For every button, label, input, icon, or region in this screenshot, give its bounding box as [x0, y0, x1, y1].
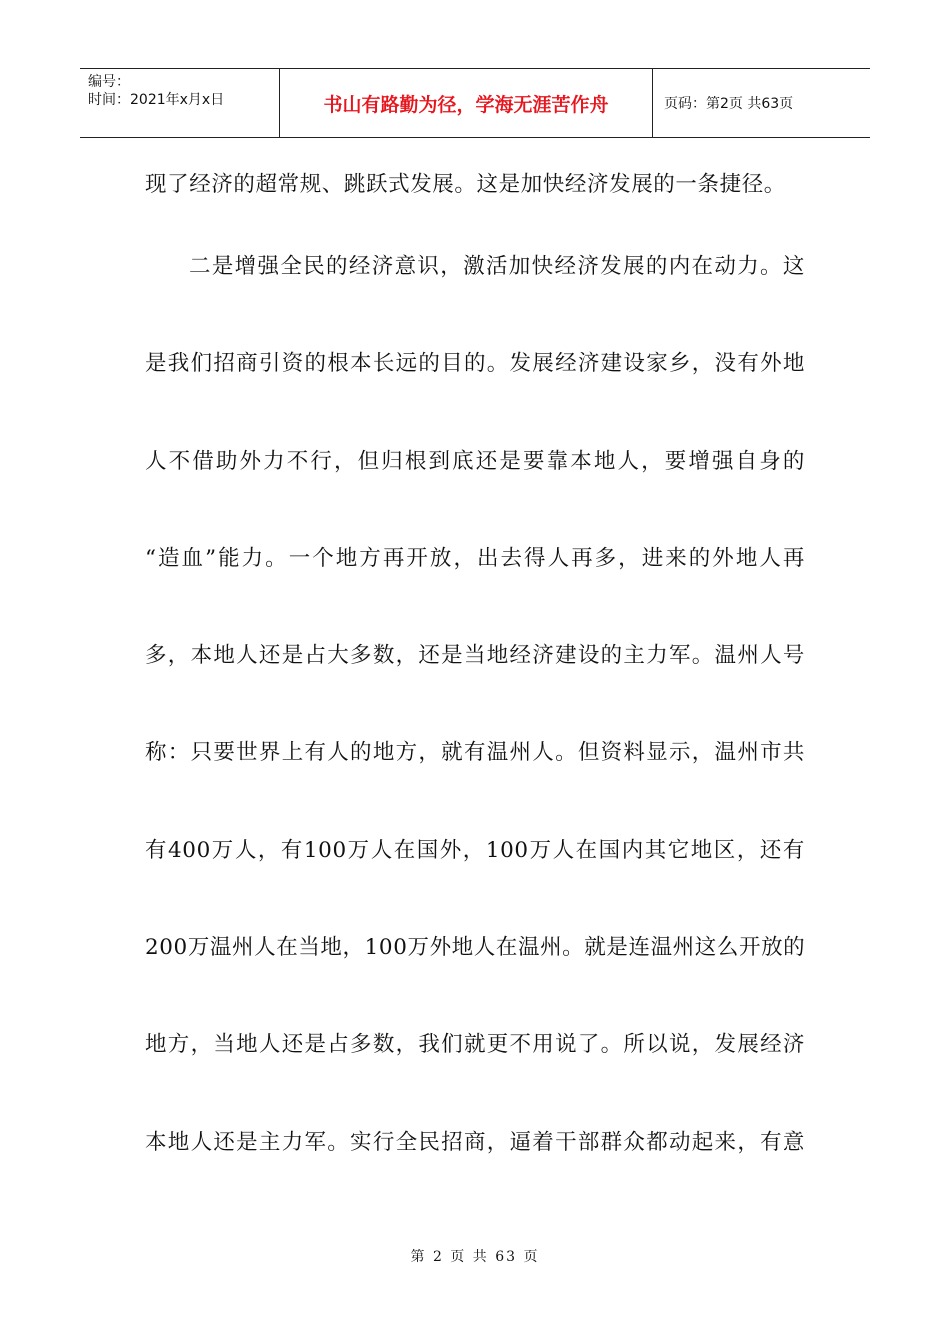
- page-header: [80, 68, 870, 138]
- text-line: 有400万人，有100万人在国外，100万人在国内其它地区，还有: [145, 837, 805, 863]
- header-meta: [80, 69, 280, 137]
- text-line: 多，本地人还是占大多数，还是当地经济建设的主力军。温州人号: [145, 643, 805, 669]
- text-line: 二是增强全民的经济意识，激活加快经济发展的内在动力。这: [189, 254, 805, 279]
- text-line: 是我们招商引资的根本长远的目的。发展经济建设家乡，没有外地: [145, 351, 805, 377]
- text-line: 地方，当地人还是占多数，我们就更不用说了。所以说，发展经济: [145, 1032, 805, 1058]
- text-line: 200万温州人在当地，100万外地人在温州。就是连温州这么开放的: [145, 935, 806, 961]
- document-body: [145, 157, 805, 1212]
- text-line: 称：只要世界上有人的地方，就有温州人。但资料显示，温州市共: [145, 740, 805, 766]
- text-line: 人不借助外力不行，但归根到底还是要靠本地人，要增强自身的: [145, 448, 805, 474]
- text-line: 本地人还是主力军。实行全民招商，逼着干部群众都动起来，有意: [145, 1129, 805, 1155]
- date-label: 时间：2021年x月x日: [88, 92, 225, 108]
- page-info: 页码：第2页 共63页: [664, 96, 794, 112]
- text-line: 现了经济的超常规、跳跃式发展。这是加快经济发展的一条捷径。: [145, 172, 786, 197]
- number-label: 编号：: [88, 74, 130, 90]
- page-footer: 第 2 页 共 63 页: [410, 1249, 540, 1265]
- motto: 书山有路勤为径，学海无涯苦作舟: [280, 69, 653, 137]
- text-line: “造血”能力。一个地方再开放，出去得人再多，进来的外地人再: [145, 545, 805, 571]
